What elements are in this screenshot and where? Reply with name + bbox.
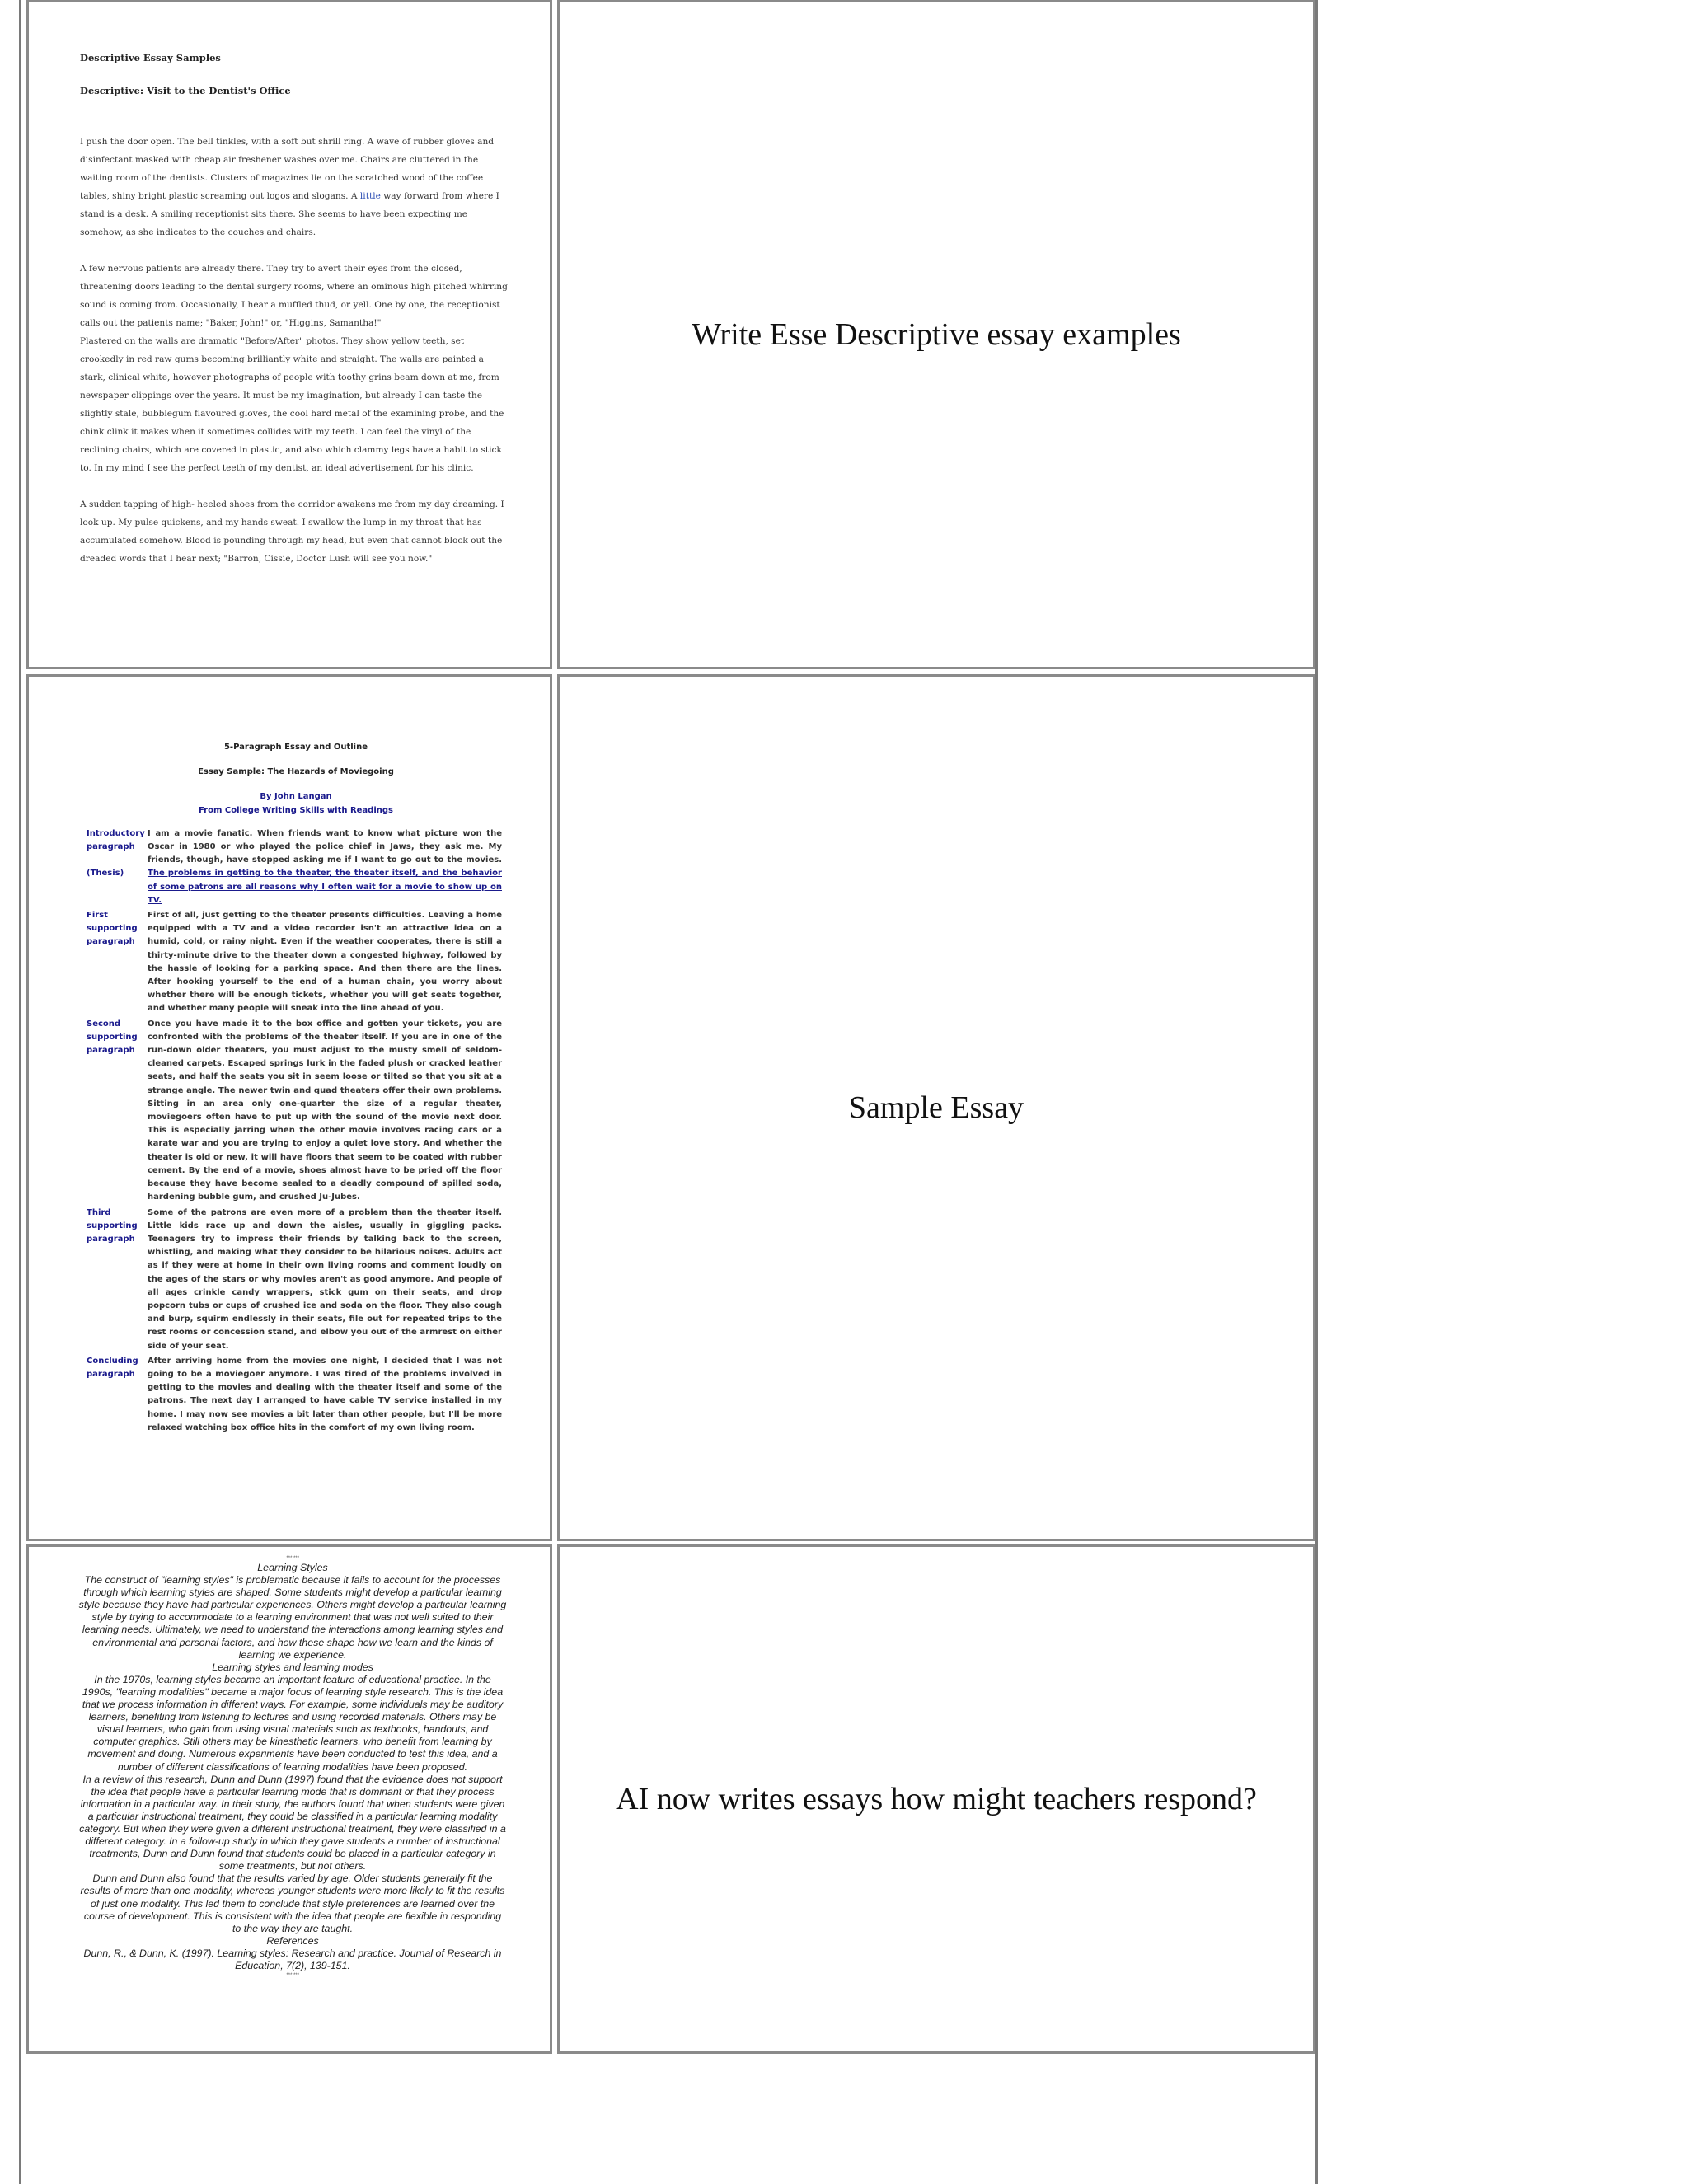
essay-paragraph: A few nervous patients are already there. They try to avert their eyes from the closed, threatening doors leading to the dental surgery rooms, where an ominous high pitched whirring sound is coming from. Occasionally, I hear a muffled thud, or yell. One by one, the receptionist calls out the patients name; "Baker, John!" or, "Higgins, Samantha!" Plastered on the walls are dramatic "Before/After" photos. They show yellow teeth, set crookedly in red raw gums becoming brilliantly white and straight. The walls are painted a stark, clinical white, however photographs of people with toothy grins beam down at me, from newspaper clippings over the years. It must be my imagination, but already I can taste the slightly stale, bubblegum flavoured gloves, the cool hard metal of the examining probe, and the chink clink it makes when it sometimes collides with my teeth. I can feel the vinyl of the reclining chairs, which are covered in plastic, and also which clammy legs have a habit to stick to. In my mind I see the perfect teeth of my dentist, an ideal advertisement for his clinic.: [80, 264, 508, 473]
section-label: Third supporting paragraph: [87, 1207, 138, 1244]
essay-section-third: [87, 1207, 502, 1353]
section-text: First of all, just getting to the theater presents difficulties. Leaving a home equipped with a TV and a video recorder isn't an attractive idea on a humid, cold, or rainy night. Even if the weather cooperates, there is still a thirty-minute drive to the theater down a congested highway, followed by the hassle of looking for a parking space. And then there are the lines. After hooking yourself to the end of a human chain, you worry about whether there will be enough tickets, whether you will get seats together, and whether many people will sneak into the line ahead of you.: [148, 911, 502, 1014]
reference-entry: Dunn, R., & Dunn, K. (1997). Learning styles: Research and practice. Journal of Research in Education, 7(2), 139-151.: [83, 1947, 502, 1971]
essay-paragraph: Dunn and Dunn also found that the results varied by age. Older students generally fit the results of more than one modality, whereas younger students were more likely to fit the results of just one modality. This led them to conclude that style preferences are learned over the course of development. This is consistent with the idea that people are flexible in responding to the way they are taught.: [80, 1872, 505, 1934]
spellcheck-word: kinesthetic: [270, 1736, 318, 1748]
caption-text: AI now writes essays how might teachers respond?: [616, 1782, 1257, 1816]
essay-paragraph: I push the door open. The bell tinkles, with a soft but shrill ring. A wave of rubber gloves and disinfectant masked with cheap air freshener washes over me. Chairs are cluttered in the waiting room of the dentists. Clusters of magazines lie on the scratched wood of the coffee tables, shiny bright plastic screaming out logos and slogans. A little way forward from where I stand is a desk. A smiling receptionist sits there. She seems to have been expecting me somehow, as she indicates to the couches and chairs.: [80, 137, 499, 237]
essay-author: By John Langan: [260, 792, 332, 802]
section-label: First supporting paragraph: [87, 911, 138, 947]
section-text: Some of the patrons are even more of a problem than the theater itself. Little kids race up and down the aisles, usually in giggling packs. Teenagers try to impress their friends by talking back to the screen, whistling, and making what they consider to be hilarious noises. Adults act as if they were at home in their own living rooms and comment loudly on the ages of the stars or why movies aren't as good anymore. And people of all ages crinkle candy wrappers, stick gum on their seats, and drop popcorn tubs or cups of crushed ice and soda on the floor. They also cough and burp, squirm endlessly in their seats, file out for repeated trips to the rest rooms or concession stand, and elbow you out of the armrest on either side of your seat.: [148, 1207, 502, 1351]
essay-learning-styles: [78, 1555, 507, 1979]
inline-link[interactable]: little: [359, 191, 381, 201]
essay-section-intro: [87, 827, 502, 907]
section-label: Introductory paragraph (Thesis): [87, 828, 145, 879]
essay-section-concluding: [87, 1355, 502, 1435]
essay-thumbnail-2[interactable]: [26, 674, 552, 1541]
section-text: I am a movie fanatic. When friends want to know what picture won the Oscar in 1980 or who played the police chief in Jaws, they ask me. My friends, though, have stopped asking me if I want to go out to the movies. The problems in getting to the theater, the theater itself, and the behavior of some patrons are all reasons why I often wait for a movie to show up on TV.: [148, 828, 502, 905]
separator-marker: *** ***: [286, 1973, 299, 1979]
essay-paragraph: The construct of "learning styles" is problematic because it fails to account for the processes through which learning styles are shaped. Some students might develop a particular learning style because they have had particular experiences. Others might develop a particular learning style by trying to accommodate to a learning environment that was not well suited to their learning needs. Ultimately, we need to understand the interactions among learning styles and environmental and personal factors, and how these shape how we learn and the kinds of learning we experience.: [78, 1574, 507, 1661]
essay-title: 5-Paragraph Essay and Outline: [223, 743, 368, 752]
section-label: Concluding paragraph: [87, 1356, 138, 1379]
caption-cell-3: [557, 1544, 1315, 2054]
essay-subtitle: Essay Sample: The Hazards of Moviegoing: [198, 767, 394, 777]
caption-cell-2: [557, 674, 1315, 1541]
essay-section-first: [87, 909, 502, 1016]
essay-title: Descriptive Essay Samples: [80, 52, 221, 63]
essay-thumbnail-3[interactable]: [26, 1544, 552, 2054]
section-label: Second supporting paragraph: [87, 1019, 138, 1056]
row-1: [26, 0, 1319, 669]
essay-title: Learning Styles: [257, 1562, 328, 1573]
references-heading: References: [266, 1934, 319, 1947]
essay-section-second: [87, 1018, 502, 1205]
separator-marker: *** ***: [286, 1556, 299, 1561]
essay-five-paragraph: [87, 741, 502, 1435]
essay-paragraph: In the 1970s, learning styles became an important feature of educational practice. In the 1990s, "learning modalities" became a major focus of learning style research. This is the idea that we process information in different ways. For example, some individuals may be auditory learners, benefiting from listening to lectures and using recorded materials. Others may be visual learners, who gain from using visual materials such as textbooks, handouts, and computer graphics. Still others may be kinesthetic learners, who benefit from learning by movement and doing. Numerous experiments have been conducted to test this idea, and a number of different classifications of learning modalities have been proposed.: [82, 1673, 504, 1773]
essay-descriptive: [80, 49, 509, 586]
caption-text: Sample Essay: [848, 1090, 1025, 1125]
essay-subtitle: Descriptive: Visit to the Dentist's Office: [80, 85, 291, 96]
caption-cell-1: [557, 0, 1315, 669]
inline-link[interactable]: these shape: [298, 1636, 355, 1648]
section-text: Once you have made it to the box office and gotten your tickets, you are confronted with the problems of the theater itself. If you are in one of the run-down older theaters, you must adjust to the musty smell of seldom-cleaned carpets. Escaped springs lurk in the faded plush or cracked leather seats, and half the seats you sit in seem loose or tilted so that you sit at a strange angle. The newer twin and quad theaters offer their own problems. Sitting in an area only one-quarter the size of a regular theater, moviegoers often have to put up with the sound of the movie next door. This is especially jarring when the other movie involves racing cars or a karate war and you are trying to enjoy a quiet love story. And whether the theater is old or new, it will have floors that seem to be coated with rubber cement. By the end of a movie, shoes almost have to be pried off the floor because they have become sealed to a deadly compound of spilled soda, hardening bubble gum, and crushed Ju-Jubes.: [148, 1019, 502, 1202]
section-text: After arriving home from the movies one night, I decided that I was not going to be a moviegoer anymore. I was tired of the problems involved in getting to the movies and dealing with the theater itself and some of the patrons. The next day I arranged to have cable TV service installed in my home. I may now see movies a bit later than other people, but I'll be more relaxed watching box office hits in the comfort of my own living room.: [148, 1356, 502, 1432]
row-2: [26, 674, 1319, 1541]
essay-paragraph: In a review of this research, Dunn and Dunn (1997) found that the evidence does not support the idea that people have a particular learning mode that is dominant or that they process information in a particular way. In their study, the authors found that when students were given a particular instructional treatment, they could be classified in a particular learning modality category. But when they were given a different instructional treatment, they were classified in a different category. In a follow-up study in which they gave students a number of instructional treatments, Dunn and Dunn found that students could be placed in a particular category in some treatments, but not others.: [79, 1773, 506, 1872]
caption-text: Write Esse Descriptive essay examples: [692, 317, 1181, 352]
essay-thumbnail-1[interactable]: [26, 0, 552, 669]
essay-heading: Learning styles and learning modes: [212, 1661, 373, 1673]
row-3: [26, 1544, 1319, 2054]
essay-source: From College Writing Skills with Readings: [198, 805, 393, 815]
essay-paragraph: A sudden tapping of high- heeled shoes from the corridor awakens me from my day dreaming. I look up. My pulse quickens, and my hands sweat. I swallow the lump in my throat that has accumulated somehow. Blood is pounding through my head, but even that cannot block out the dreaded words that I hear next; "Barron, Cissie, Doctor Lush will see you now.": [80, 499, 504, 564]
thesis-statement: The problems in getting to the theater, the theater itself, and the behavior of some patrons are all reasons why I often wait for a movie to show up on TV.: [148, 869, 502, 905]
